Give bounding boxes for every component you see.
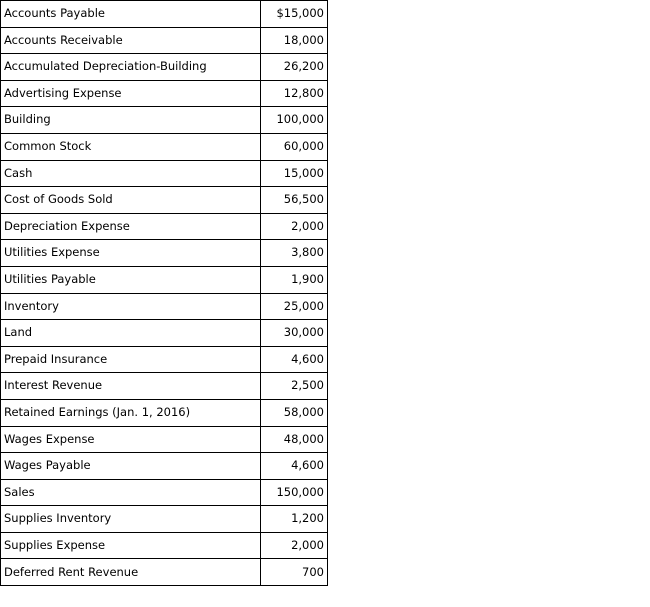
account-name-cell: Interest Revenue [1,373,261,400]
account-name-cell: Utilities Payable [1,266,261,293]
account-amount-cell: 18,000 [261,27,328,54]
account-amount-cell: 4,600 [261,346,328,373]
account-amount-cell: 2,000 [261,213,328,240]
account-amount-cell: 48,000 [261,426,328,453]
table-row [1,399,328,426]
table-row [1,479,328,506]
account-amount-cell: 2,500 [261,373,328,400]
account-amount-cell: 150,000 [261,479,328,506]
table-row [1,346,328,373]
table-row [1,320,328,347]
account-name-cell: Advertising Expense [1,80,261,107]
account-amount-cell: 25,000 [261,293,328,320]
account-amount-cell: 1,900 [261,266,328,293]
table-row [1,160,328,187]
table-row [1,1,328,28]
table-row [1,373,328,400]
table-row [1,54,328,81]
account-balances-table [0,0,328,586]
account-name-cell: Inventory [1,293,261,320]
account-name-cell: Prepaid Insurance [1,346,261,373]
account-amount-cell: 56,500 [261,187,328,214]
table-row [1,426,328,453]
table-row [1,27,328,54]
table-row [1,133,328,160]
account-name-cell: Accounts Receivable [1,27,261,54]
account-name-cell: Supplies Expense [1,532,261,559]
account-name-cell: Utilities Expense [1,240,261,267]
account-amount-cell: 4,600 [261,453,328,480]
account-amount-cell: 26,200 [261,54,328,81]
account-balances-body [1,1,328,586]
account-name-cell: Wages Payable [1,453,261,480]
table-row [1,187,328,214]
account-name-cell: Wages Expense [1,426,261,453]
account-name-cell: Retained Earnings (Jan. 1, 2016) [1,399,261,426]
account-name-cell: Building [1,107,261,134]
table-row [1,532,328,559]
account-amount-cell: $15,000 [261,1,328,28]
account-amount-cell: 1,200 [261,506,328,533]
account-amount-cell: 3,800 [261,240,328,267]
table-row [1,293,328,320]
table-row [1,266,328,293]
table-row [1,453,328,480]
account-amount-cell: 30,000 [261,320,328,347]
account-name-cell: Sales [1,479,261,506]
account-amount-cell: 2,000 [261,532,328,559]
table-row [1,107,328,134]
account-name-cell: Depreciation Expense [1,213,261,240]
account-amount-cell: 12,800 [261,80,328,107]
account-name-cell: Supplies Inventory [1,506,261,533]
account-name-cell: Accounts Payable [1,1,261,28]
account-name-cell: Common Stock [1,133,261,160]
account-name-cell: Deferred Rent Revenue [1,559,261,586]
account-amount-cell: 58,000 [261,399,328,426]
account-amount-cell: 100,000 [261,107,328,134]
table-row [1,213,328,240]
account-name-cell: Accumulated Depreciation-Building [1,54,261,81]
table-row [1,506,328,533]
account-name-cell: Cost of Goods Sold [1,187,261,214]
table-row [1,80,328,107]
table-row [1,559,328,586]
account-amount-cell: 15,000 [261,160,328,187]
account-name-cell: Land [1,320,261,347]
table-row [1,240,328,267]
account-amount-cell: 700 [261,559,328,586]
account-amount-cell: 60,000 [261,133,328,160]
account-name-cell: Cash [1,160,261,187]
